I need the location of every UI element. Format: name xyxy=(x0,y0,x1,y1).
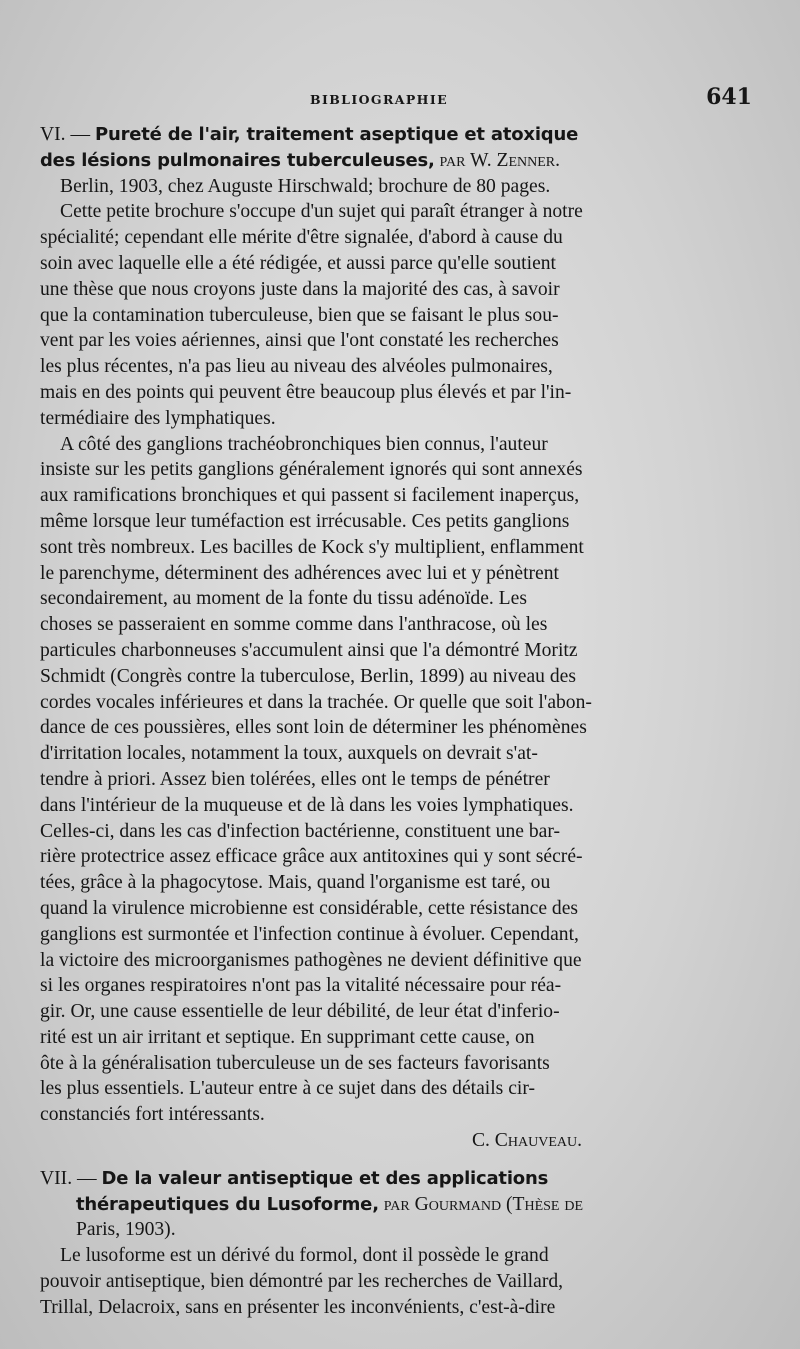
text-line: que la contamination tuberculeuse, bien que se faisant le plus sou- xyxy=(40,304,559,326)
text-line: si les organes respiratoires n'ont pas la vitalité nécessaire pour réa- xyxy=(40,975,562,997)
page-number: 641 xyxy=(706,84,752,110)
entry-vii-heading-line2 xyxy=(40,1192,752,1218)
text-line: les plus essentiels. L'auteur entre à ce sujet dans des détails cir- xyxy=(40,1078,535,1100)
text-line: Celles-ci, dans les cas d'infection bactérienne, constituent une bar- xyxy=(40,820,560,842)
text-line: la victoire des microorganismes pathogènes ne devient définitive que xyxy=(40,949,582,971)
entry-vi-title-1: Pureté de l'air, traitement aseptique et atoxique xyxy=(94,124,579,145)
text-line: soin avec laquelle elle a été rédigée, et aussi parce qu'elle soutient xyxy=(40,252,557,274)
running-header xyxy=(40,82,752,122)
text-line: secondairement, au moment de la fonte du tissu adénoïde. Les xyxy=(40,588,527,610)
text-line: rière protectrice assez efficace grâce aux antitoxines qui y sont sécré- xyxy=(40,846,583,868)
text-line: spécialité; cependant elle mérite d'être signalée, d'abord à cause du xyxy=(40,227,563,249)
entry-vi xyxy=(40,122,752,1154)
text-line: tendre à priori. Assez bien tolérées, elles ont le temps de pénétrer xyxy=(40,768,550,790)
entry-vii-author: par Gourmand (Thèse de xyxy=(383,1193,584,1215)
text-line: termédiaire des lymphatiques. xyxy=(40,407,276,429)
text-line: gir. Or, une cause essentielle de leur débilité, de leur état d'inferio- xyxy=(40,1001,560,1023)
text-line: dance de ces poussières, elles sont loin de déterminer les phénomènes xyxy=(40,717,587,739)
text-line: aux ramifications bronchiques et qui passent si facilement inaperçus, xyxy=(40,485,580,507)
entry-vi-author: par W. Zenner. xyxy=(439,149,561,171)
text-line: Schmidt (Congrès contre la tuberculose, Berlin, 1899) au niveau des xyxy=(40,665,576,687)
text-line: les plus récentes, n'a pas lieu au niveau des alvéoles pulmonaires, xyxy=(40,356,553,378)
text-line: choses se passeraient en somme comme dans l'anthracose, où les xyxy=(40,614,548,636)
text-line: une thèse que nous croyons juste dans la majorité des cas, à savoir xyxy=(40,278,560,300)
text-line: dans l'intérieur de la muqueuse et de là dans les voies lymphatiques. xyxy=(40,794,574,816)
text-line: même lorsque leur tuméfaction est irrécusable. Ces petits ganglions xyxy=(40,510,570,532)
text-line: A côté des ganglions trachéobronchiques bien connus, l'auteur xyxy=(60,433,548,455)
text-line: rité est un air irritant et septique. En supprimant cette cause, on xyxy=(40,1026,535,1048)
text-line: ganglions est surmontée et l'infection continue à évoluer. Cependant, xyxy=(40,923,579,945)
text-line: Cette petite brochure s'occupe d'un sujet qui paraît étranger à notre xyxy=(60,201,583,223)
text-line: quand la virulence microbienne est considérable, cette résistance des xyxy=(40,897,579,919)
document-page xyxy=(40,82,752,1321)
text-line: le parenchyme, déterminent des adhérences avec lui et y pénètrent xyxy=(40,562,559,584)
text-line: tées, grâce à la phagocytose. Mais, quand l'organisme est taré, ou xyxy=(40,872,551,894)
entry-vi-heading-line1 xyxy=(40,122,752,148)
text-line: cordes vocales inférieures et dans la trachée. Or quelle que soit l'abon- xyxy=(40,691,592,713)
entry-vii xyxy=(40,1166,752,1321)
entry-vii-title-1: De la valeur antiseptique et des applications xyxy=(101,1167,549,1189)
entry-vii-heading-line1 xyxy=(40,1166,752,1192)
text-line: insiste sur les petits ganglions généralement ignorés qui sont annexés xyxy=(40,459,583,481)
entry-separator xyxy=(40,1154,752,1166)
entry-vii-title-2: thérapeutiques du Lusoforme, xyxy=(76,1193,379,1215)
running-title: BIBLIOGRAPHIE xyxy=(310,92,449,107)
text-line: d'irritation locales, notamment la toux, auxquels on devrait s'at- xyxy=(40,743,538,765)
entry-vi-title-2: des lésions pulmonaires tuberculeuses, xyxy=(40,149,435,171)
entry-vi-heading-line2 xyxy=(40,148,752,174)
text-line: pouvoir antiseptique, bien démontré par les recherches de Vaillard, xyxy=(40,1271,564,1293)
text-line: Berlin, 1903, chez Auguste Hirschwald; brochure de 80 pages. xyxy=(60,175,551,197)
entry-vii-number: VII. — xyxy=(40,1167,97,1189)
text-line: mais en des points qui peuvent être beaucoup plus élevés et par l'in- xyxy=(40,381,572,403)
entry-vii-source: Paris, 1903). xyxy=(76,1219,176,1241)
text-line: constanciés fort intéressants. xyxy=(40,1104,265,1126)
text-line: ôte à la généralisation tuberculeuse un de ses facteurs favorisants xyxy=(40,1052,550,1074)
entry-vi-signature: C. Chauveau. xyxy=(471,1130,582,1152)
text-line: Le lusoforme est un dérivé du formol, dont il possède le grand xyxy=(60,1245,549,1267)
text-line: vent par les voies aériennes, ainsi que l'ont constaté les recherches xyxy=(40,330,559,352)
text-line: sont très nombreux. Les bacilles de Kock s'y multiplient, enflamment xyxy=(40,536,584,558)
text-line: Trillal, Delacroix, sans en présenter les inconvénients, c'est-à-dire xyxy=(40,1296,556,1318)
text-line: particules charbonneuses s'accumulent ainsi que l'a démontré Moritz xyxy=(40,639,578,661)
entry-vi-number: VI. — xyxy=(40,124,91,145)
